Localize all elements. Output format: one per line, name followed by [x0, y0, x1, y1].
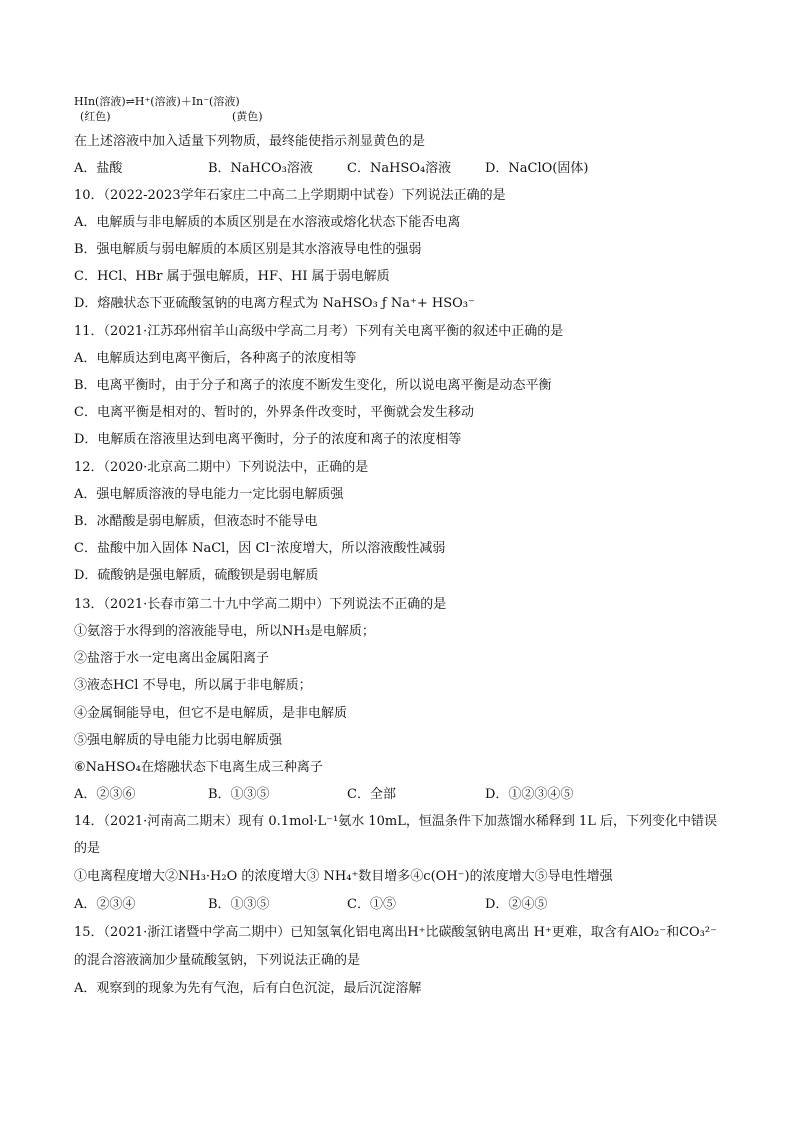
q13-option-c: C．全部 — [347, 787, 396, 802]
q12-option-c: C．盐酸中加入固体 NaCl，因 Cl⁻浓度增大，所以溶液酸性减弱 — [74, 541, 446, 556]
q14-items: ①电离程度增大②NH₃·H₂O 的浓度增大③ NH₄⁺数目增多④c(OH⁻)的浓度增大⑤导电性增强 — [74, 869, 613, 884]
q14-option-b: B．①③⑤ — [208, 897, 270, 912]
q11-option-c: C．电离平衡是相对的、暂时的，外界条件改变时，平衡就会发生移动 — [74, 405, 474, 420]
q13-option-d: D．①②③④⑤ — [485, 787, 574, 802]
q9-option-d: D．NaClO(固体) — [485, 161, 589, 176]
q13-option-a: A．②③⑥ — [74, 787, 136, 802]
q15-option-a: A．观察到的现象为先有气泡，后有白色沉淀，最后沉淀溶解 — [74, 981, 422, 996]
q14-stem-line2: 的是 — [74, 841, 101, 856]
q10-stem: 10．（2022-2023学年石家庄二中高二上学期期中试卷）下列说法正确的是 — [74, 188, 506, 203]
q13-item-2: ②盐溶于水一定电离出金属阳离子 — [74, 651, 270, 666]
q15-stem-line2: 的混合溶液滴加少量硫酸氢钠，下列说法正确的是 — [74, 953, 361, 968]
q9-option-c: C．NaHSO₄溶液 — [347, 161, 452, 176]
q13-item-4: ④金属铜能导电，但它不是电解质，是非电解质 — [74, 706, 348, 721]
q14-option-a: A．②③④ — [74, 897, 136, 912]
q10-option-a: A．电解质与非电解质的本质区别是在水溶液或熔化状态下能否电离 — [74, 215, 461, 230]
q12-option-d: D．硫酸钠是强电解质，硫酸钡是弱电解质 — [74, 568, 319, 583]
q13-item-6: ⑥NaHSO₄在熔融状态下电离生成三种离子 — [74, 760, 323, 775]
q13-item-5: ⑤强电解质的导电能力比弱电解质强 — [74, 733, 283, 748]
q13-option-b: B．①③⑤ — [208, 787, 270, 802]
q9-option-a: A．盐酸 — [74, 161, 123, 176]
q12-option-b: B．冰醋酸是弱电解质，但液态时不能导电 — [74, 514, 318, 529]
q9-stem: 在上述溶液中加入适量下列物质，最终能使指示剂显黄色的是 — [74, 134, 426, 149]
ionization-equation: HIn(溶液)⇌H⁺(溶液)＋In⁻(溶液) — [74, 95, 240, 108]
equation-color-yellow: (黄色) — [232, 110, 263, 123]
q14-option-c: C．①⑤ — [347, 897, 396, 912]
q13-stem: 13．（2021·长春市第二十九中学高二期中）下列说法不正确的是 — [74, 597, 447, 612]
q12-stem: 12．（2020·北京高二期中）下列说法中，正确的是 — [74, 460, 369, 475]
q15-stem-line1: 15．（2021·浙江诸暨中学高二期中）已知氢氧化铝电离出H⁺比碳酸氢钠电离出 H⁺更难，取含有AlO₂⁻和CO₃²⁻ — [74, 925, 717, 940]
q13-item-1: ①氨溶于水得到的溶液能导电，所以NH₃是电解质； — [74, 624, 375, 639]
q11-option-d: D．电解质在溶液里达到电离平衡时，分子的浓度和离子的浓度相等 — [74, 432, 462, 447]
q11-option-a: A．电解质达到电离平衡后，各种离子的浓度相等 — [74, 351, 357, 366]
q13-item-3: ③液态HCl 不导电，所以属于非电解质； — [74, 678, 312, 693]
q10-option-d: D．熔融状态下亚硫酸氢钠的电离方程式为 NaHSO₃ ƒ Na⁺+ HSO₃⁻ — [74, 296, 475, 311]
q10-option-c: C．HCl、HBr 属于强电解质，HF、HI 属于弱电解质 — [74, 269, 390, 284]
q14-stem-line1: 14．（2021·河南高二期末）现有 0.1mol·L⁻¹氨水 10mL，恒温条件下加蒸馏水稀释到 1L 后，下列变化中错误 — [74, 814, 718, 829]
q11-option-b: B．电离平衡时，由于分子和离子的浓度不断发生变化，所以说电离平衡是动态平衡 — [74, 378, 552, 393]
q9-option-b: B．NaHCO₃溶液 — [208, 161, 313, 176]
equation-color-red: (红色) — [80, 110, 111, 123]
q10-option-b: B．强电解质与弱电解质的本质区别是其水溶液导电性的强弱 — [74, 242, 422, 257]
q12-option-a: A．强电解质溶液的导电能力一定比弱电解质强 — [74, 487, 344, 502]
q14-option-d: D．②④⑤ — [485, 897, 548, 912]
q11-stem: 11．（2021·江苏邳州宿羊山高级中学高二月考）下列有关电离平衡的叙述中正确的是 — [74, 324, 564, 339]
